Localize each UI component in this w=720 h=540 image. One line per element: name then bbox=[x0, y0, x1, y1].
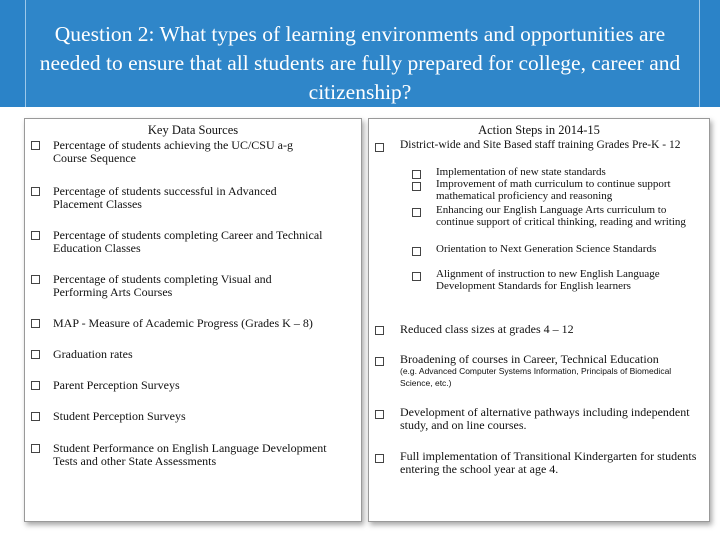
checkbox-icon bbox=[31, 381, 40, 390]
action-step-item-note: (e.g. Advanced Computer Systems Information, Principals of Biomedical Science, etc.) bbox=[400, 366, 672, 388]
checkbox-icon bbox=[31, 231, 40, 240]
checkbox-icon bbox=[375, 357, 384, 366]
action-step-item: District-wide and Site Based staff training Grades Pre-K - 12 bbox=[400, 139, 681, 151]
title-banner bbox=[0, 0, 720, 107]
checkbox-icon bbox=[31, 275, 40, 284]
action-step-item: Development of alternative pathways including independent study, and on line courses. bbox=[400, 405, 690, 432]
data-source-item: Percentage of students completing Career and Technical Education Classes bbox=[53, 228, 323, 255]
data-source-item: Graduation rates bbox=[53, 347, 133, 361]
checkbox-icon bbox=[412, 208, 421, 217]
data-source-item: Percentage of students successful in Advanced Placement Classes bbox=[53, 184, 277, 211]
data-source-item: MAP - Measure of Academic Progress (Grades K – 8) bbox=[53, 316, 313, 330]
data-source-item: Student Performance on English Language Development Tests and other State Assessments bbox=[53, 441, 327, 468]
action-step-item: Broadening of courses in Career, Technical Education bbox=[400, 352, 659, 366]
checkbox-icon bbox=[375, 326, 384, 335]
checkbox-icon bbox=[375, 143, 384, 152]
data-source-item: Parent Perception Surveys bbox=[53, 378, 180, 392]
action-step-item: Reduced class sizes at grades 4 – 12 bbox=[400, 322, 574, 336]
checkbox-icon bbox=[412, 182, 421, 191]
action-steps-panel bbox=[368, 118, 710, 522]
training-subitem: Enhancing our English Language Arts curriculum to continue support of critical thinking, reading and writing bbox=[436, 204, 686, 228]
checkbox-icon bbox=[31, 444, 40, 453]
checkbox-icon bbox=[412, 170, 421, 179]
page-title: Question 2: What types of learning environments and opportunities are needed to ensure that all students are fully prepared for college, career and citizenship? bbox=[39, 22, 681, 104]
key-data-sources-heading: Key Data Sources bbox=[147, 123, 239, 137]
checkbox-icon bbox=[31, 350, 40, 359]
training-subitem: Alignment of instruction to new English Language Development Standards for English learners bbox=[436, 268, 660, 292]
checkbox-icon bbox=[31, 141, 40, 150]
data-source-item: Student Perception Surveys bbox=[53, 409, 186, 423]
checkbox-icon bbox=[412, 272, 421, 281]
checkbox-icon bbox=[31, 412, 40, 421]
action-steps-heading: Action Steps in 2014-15 bbox=[478, 123, 600, 137]
checkbox-icon bbox=[375, 410, 384, 419]
checkbox-icon bbox=[31, 319, 40, 328]
key-data-sources-panel bbox=[24, 118, 362, 522]
checkbox-icon bbox=[31, 187, 40, 196]
training-subitem: Orientation to Next Generation Science Standards bbox=[436, 243, 657, 255]
data-source-item: Percentage of students completing Visual and Performing Arts Courses bbox=[53, 272, 272, 299]
action-step-item: Full implementation of Transitional Kindergarten for students entering the school year at age 4. bbox=[400, 449, 697, 476]
data-source-item: Percentage of students achieving the UC/CSU a-g Course Sequence bbox=[53, 138, 293, 165]
checkbox-icon bbox=[412, 247, 421, 256]
training-subitem: Improvement of math curriculum to continue support mathematical proficiency and reasoning bbox=[436, 178, 671, 202]
checkbox-icon bbox=[375, 454, 384, 463]
training-subitem: Implementation of new state standards bbox=[436, 166, 606, 178]
